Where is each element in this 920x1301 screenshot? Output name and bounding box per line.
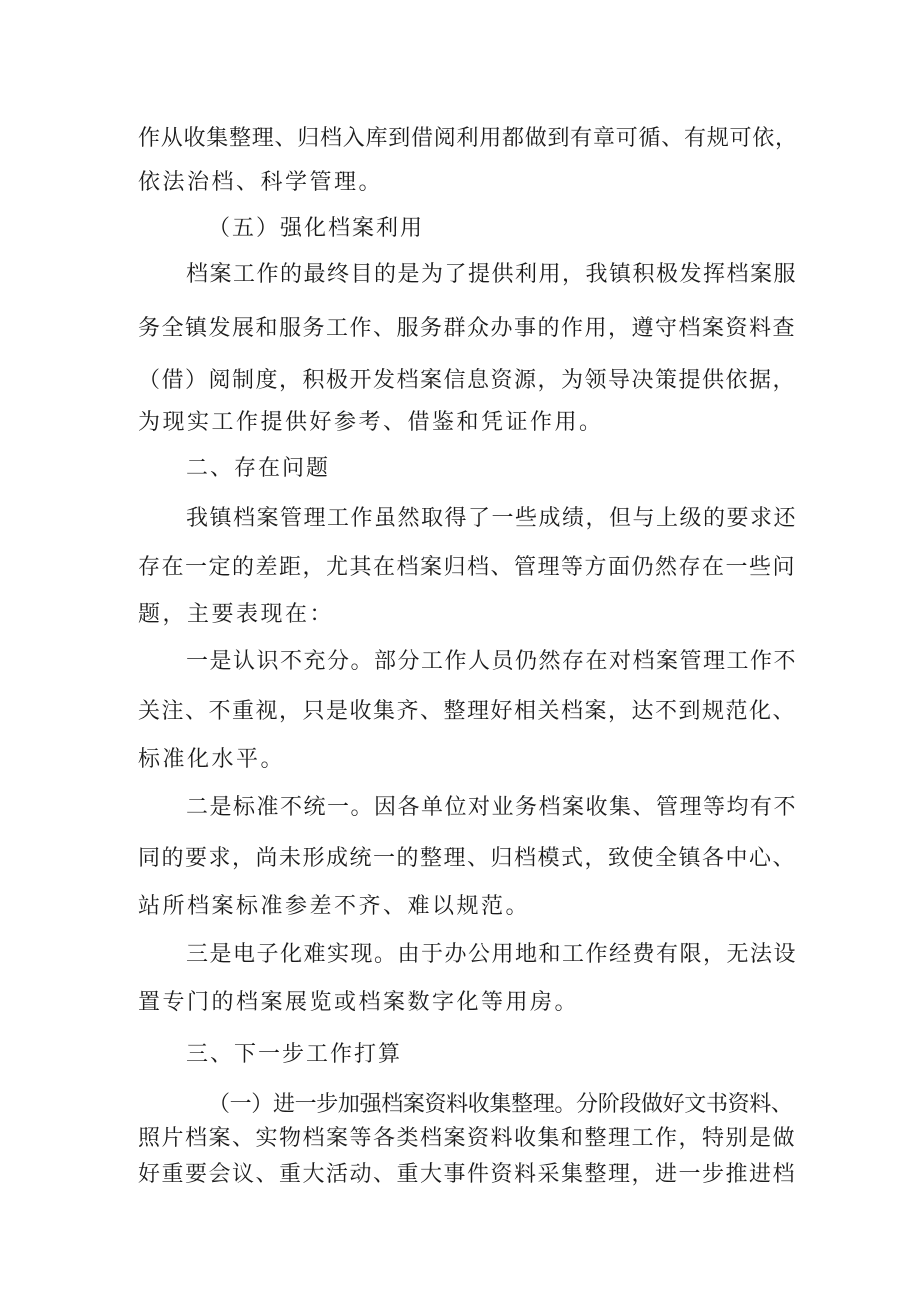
paragraph-line: 关注、不重视，只是收集齐、整理好相关档案，达不到规范化、 — [138, 699, 797, 724]
paragraph-line: （借）阅制度，积极开发档案信息资源，为领导决策提供依据， — [138, 368, 797, 393]
paragraph-line: 题，主要表现在： — [138, 602, 335, 627]
paragraph-line: 照片档案、实物档案等各类档案资料收集和整理工作，特别是做 — [138, 1126, 797, 1151]
paragraph-line: 一是认识不充分。部分工作人员仍然存在对档案管理工作不 — [186, 649, 798, 674]
paragraph-line: 置专门的档案展览或档案数字化等用房。 — [138, 990, 580, 1015]
section-heading-5: （五）强化档案利用 — [208, 216, 425, 241]
paragraph-line: 依法治档、科学管理。 — [138, 170, 384, 195]
paragraph-line: 站所档案标准参差不齐、难以规范。 — [138, 894, 531, 919]
paragraph-line: 同的要求，尚未形成统一的整理、归档模式，致使全镇各中心、 — [138, 846, 797, 871]
paragraph-line: 二是标准不统一。因各单位对业务档案收集、管理等均有不 — [186, 795, 798, 820]
paragraph-line: 为现实工作提供好参考、借鉴和凭证作用。 — [138, 410, 604, 435]
paragraph-line: 我镇档案管理工作虽然取得了一些成绩，但与上级的要求还 — [186, 506, 798, 531]
paragraph-line: （一）进一步加强档案资料收集整理。分阶段做好文书资料、 — [208, 1092, 793, 1117]
paragraph-line: 务全镇发展和服务工作、服务群众办事的作用，遵守档案资料查 — [138, 316, 797, 341]
paragraph-line: 三是电子化难实现。由于办公用地和工作经费有限，无法设 — [186, 942, 798, 967]
section-heading-2: 二、存在问题 — [186, 456, 331, 481]
paragraph-line: 档案工作的最终目的是为了提供利用，我镇积极发挥档案服 — [186, 262, 798, 287]
paragraph-line: 作从收集整理、归档入库到借阅利用都做到有章可循、有规可依， — [138, 126, 798, 151]
paragraph-line: 标准化水平。 — [138, 747, 286, 772]
section-heading-3: 三、下一步工作打算 — [186, 1042, 403, 1067]
paragraph-line: 好重要会议、重大活动、重大事件资料采集整理，进一步推进档 — [138, 1162, 797, 1187]
paragraph-line: 存在一定的差距，尤其在档案归档、管理等方面仍然存在一些问 — [138, 555, 797, 580]
